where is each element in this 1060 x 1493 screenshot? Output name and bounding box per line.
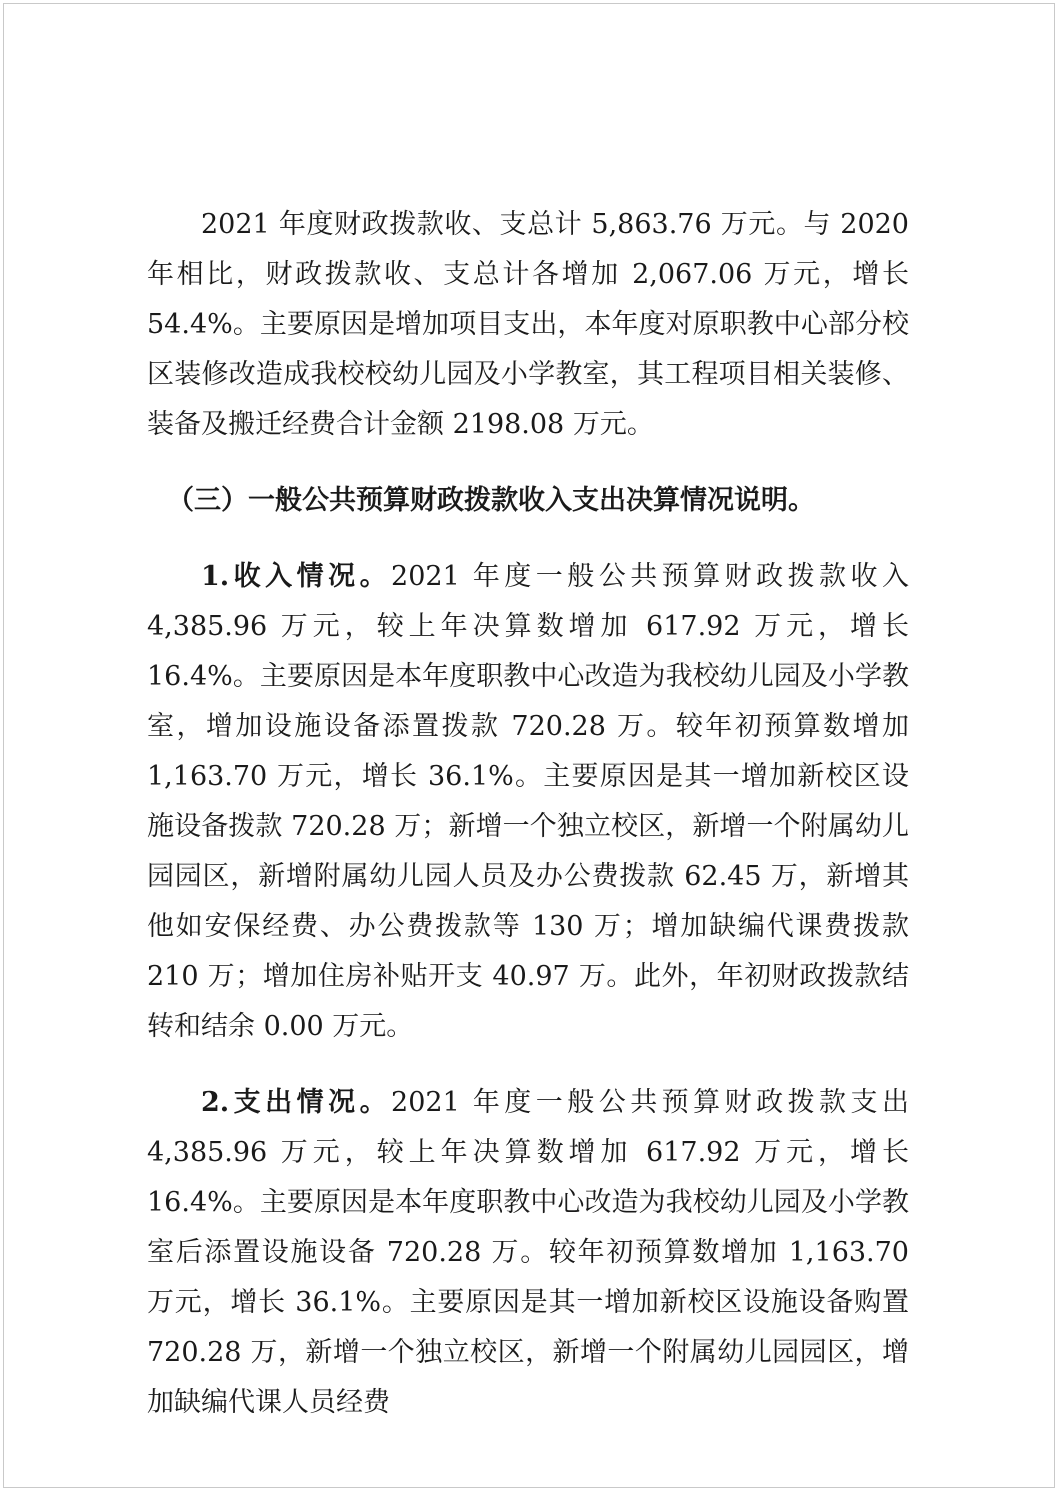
expense-label: 2.支出情况。 bbox=[201, 1087, 392, 1118]
document-body bbox=[147, 200, 909, 1428]
income-label: 1.收入情况。 bbox=[201, 561, 392, 592]
document-page bbox=[3, 3, 1055, 1488]
paragraph-expense bbox=[147, 1078, 909, 1428]
paragraph-income bbox=[147, 552, 909, 1052]
income-text: 2021 年度一般公共预算财政拨款收入 4,385.96 万元，较上年决算数增加 617.92 万元，增长 16.4%。主要原因是本年度职教中心改造为我校幼儿园及小学教室，增加设施设备添置拨款 720.28 万。较年初预算数增加 1,163.70 万元，增长 36.1%。主要原因是其一增加新校区设施设备拨款 720.28 万；新增一个独立校区，新增一个附属幼儿园园区，新增附属幼儿园人员及办公费拨款 62.45 万，新增其他如安保经费、办公费拨款等 130 万；增加缺编代课费拨款 210 万；增加住房补贴开支 40.97 万。此外，年初财政拨款结转和结余 0.00 万元。 bbox=[147, 561, 910, 1042]
section-heading: （三）一般公共预算财政拨款收入支出决算情况说明。 bbox=[167, 485, 815, 516]
expense-text: 2021 年度一般公共预算财政拨款支出 4,385.96 万元，较上年决算数增加 617.92 万元，增长 16.4%。主要原因是本年度职教中心改造为我校幼儿园及小学教室后添置设施设备 720.28 万。较年初预算数增加 1,163.70 万元，增长 36.1%。主要原因是其一增加新校区设施设备购置 720.28 万，新增一个独立校区，新增一个附属幼儿园园区，增加缺编代课人员经费 bbox=[147, 1087, 910, 1418]
paragraph-fiscal-total: 2021 年度财政拨款收、支总计 5,863.76 万元。与 2020 年相比，财政拨款收、支总计各增加 2,067.06 万元，增长 54.4%。主要原因是增加项目支出，本年度对原职教中心部分校区装修改造成我校校幼儿园及小学教室，其工程项目相关装修、装备及搬迁经费合计金额 2198.08 万元。 bbox=[147, 209, 909, 440]
